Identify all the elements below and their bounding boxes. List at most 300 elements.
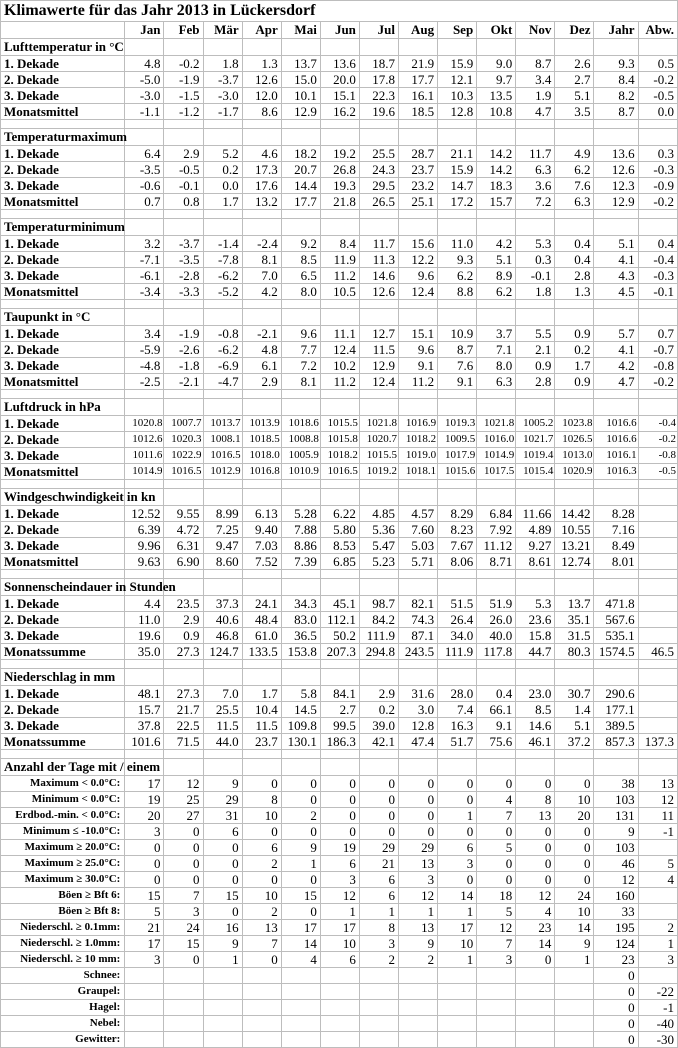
value-cell: 0 xyxy=(399,792,438,808)
value-cell: -1 xyxy=(638,1000,677,1016)
section-heading: Niederschlag in mm xyxy=(1,669,125,686)
value-cell: 10.9 xyxy=(438,326,477,342)
row-label: 2. Dekade xyxy=(1,432,125,448)
value-cell xyxy=(164,984,203,1000)
value-cell: -3.0 xyxy=(203,88,242,104)
value-cell: 1013.0 xyxy=(555,448,594,464)
value-cell: -2.8 xyxy=(164,268,203,284)
empty-cell xyxy=(242,480,281,489)
value-cell: 13 xyxy=(516,808,555,824)
value-cell: 6.39 xyxy=(125,522,164,538)
empty-cell xyxy=(203,759,242,776)
table-row xyxy=(1,268,678,284)
value-cell: -6.2 xyxy=(203,268,242,284)
value-cell: 98.7 xyxy=(359,596,398,612)
empty-cell xyxy=(281,669,320,686)
table-row xyxy=(1,162,678,178)
empty-cell xyxy=(164,399,203,416)
row-label: Monatsmittel xyxy=(1,374,125,390)
empty-cell xyxy=(638,579,677,596)
row-label: Böen ≥ Bft 6: xyxy=(1,888,125,904)
value-cell: 1010.9 xyxy=(281,464,320,480)
spacer-row xyxy=(1,570,678,579)
value-cell: 28.7 xyxy=(399,146,438,162)
empty-cell xyxy=(594,480,638,489)
value-cell: 5 xyxy=(477,840,516,856)
row-label: Böen ≥ Bft 8: xyxy=(1,904,125,920)
empty-cell xyxy=(281,750,320,759)
row-label: Minimum ≤ -10.0°C: xyxy=(1,824,125,840)
value-cell: 5 xyxy=(638,856,677,872)
empty-cell xyxy=(594,579,638,596)
empty-cell xyxy=(594,489,638,506)
empty-cell xyxy=(281,579,320,596)
value-cell: 9.6 xyxy=(399,268,438,284)
value-cell: -1 xyxy=(638,824,677,840)
empty-cell xyxy=(516,219,555,236)
value-cell: 0 xyxy=(438,776,477,792)
value-cell: 1015.8 xyxy=(320,432,359,448)
table-row xyxy=(1,776,678,792)
value-cell: 40.0 xyxy=(477,628,516,644)
value-cell: 6.1 xyxy=(242,358,281,374)
value-cell: 4 xyxy=(638,872,677,888)
value-cell: 14.2 xyxy=(477,146,516,162)
value-cell: 1022.9 xyxy=(164,448,203,464)
value-cell: 15 xyxy=(125,888,164,904)
value-cell xyxy=(516,1000,555,1016)
value-cell: 124.7 xyxy=(203,644,242,660)
value-cell: 11.0 xyxy=(438,236,477,252)
value-cell: 0 xyxy=(516,840,555,856)
table-row xyxy=(1,968,678,984)
value-cell: 1.8 xyxy=(203,56,242,72)
value-cell: 28.0 xyxy=(438,686,477,702)
value-cell: 137.3 xyxy=(638,734,677,750)
empty-cell xyxy=(125,39,164,56)
value-cell: 0 xyxy=(242,952,281,968)
empty-cell xyxy=(555,309,594,326)
value-cell: 9.2 xyxy=(281,236,320,252)
value-cell: 0 xyxy=(242,776,281,792)
empty-cell xyxy=(203,309,242,326)
value-cell: 2.7 xyxy=(555,72,594,88)
table-row xyxy=(1,856,678,872)
value-cell: -6.9 xyxy=(203,358,242,374)
value-cell: 0.4 xyxy=(555,236,594,252)
empty-cell xyxy=(359,120,398,129)
value-cell: 0 xyxy=(359,824,398,840)
value-cell: 1012.6 xyxy=(125,432,164,448)
value-cell: 1020.7 xyxy=(359,432,398,448)
empty-cell xyxy=(1,300,125,309)
column-header: Dez xyxy=(555,22,594,39)
value-cell: 0 xyxy=(281,792,320,808)
row-label: Maximum ≥ 20.0°C: xyxy=(1,840,125,856)
value-cell: 34.0 xyxy=(438,628,477,644)
table-row xyxy=(1,522,678,538)
value-cell: 3 xyxy=(638,952,677,968)
column-header: Mär xyxy=(203,22,242,39)
value-cell: 12.2 xyxy=(399,252,438,268)
table-row xyxy=(1,984,678,1000)
value-cell: 1 xyxy=(438,952,477,968)
value-cell: 11.12 xyxy=(477,538,516,554)
value-cell: 1.7 xyxy=(555,358,594,374)
row-label: 1. Dekade xyxy=(1,326,125,342)
table-row xyxy=(1,872,678,888)
value-cell: -0.1 xyxy=(516,268,555,284)
row-label: 1. Dekade xyxy=(1,56,125,72)
empty-cell xyxy=(399,219,438,236)
empty-cell xyxy=(1,210,125,219)
table-row xyxy=(1,792,678,808)
row-label: 3. Dekade xyxy=(1,178,125,194)
empty-cell xyxy=(438,39,477,56)
value-cell: 12 xyxy=(594,872,638,888)
value-cell xyxy=(281,968,320,984)
empty-cell xyxy=(164,570,203,579)
value-cell: 0 xyxy=(594,1016,638,1032)
value-cell: 2 xyxy=(242,904,281,920)
empty-cell xyxy=(399,210,438,219)
value-cell: 16.3 xyxy=(438,718,477,734)
value-cell: -0.2 xyxy=(638,374,677,390)
value-cell: 1011.6 xyxy=(125,448,164,464)
value-cell: 9.63 xyxy=(125,554,164,570)
value-cell xyxy=(638,888,677,904)
value-cell: 1574.5 xyxy=(594,644,638,660)
empty-cell xyxy=(594,669,638,686)
value-cell: 25.5 xyxy=(203,702,242,718)
empty-cell xyxy=(438,219,477,236)
value-cell: 6.31 xyxy=(164,538,203,554)
value-cell: 23.5 xyxy=(164,596,203,612)
value-cell xyxy=(638,718,677,734)
empty-cell xyxy=(1,660,125,669)
value-cell: 12.0 xyxy=(242,88,281,104)
row-label: 3. Dekade xyxy=(1,268,125,284)
value-cell: 0 xyxy=(320,776,359,792)
value-cell xyxy=(320,1000,359,1016)
value-cell: 7.88 xyxy=(281,522,320,538)
empty-cell xyxy=(399,480,438,489)
empty-cell xyxy=(125,669,164,686)
value-cell: 1 xyxy=(399,904,438,920)
empty-cell xyxy=(320,669,359,686)
value-cell: 8.7 xyxy=(594,104,638,120)
empty-cell xyxy=(164,480,203,489)
value-cell: 18.3 xyxy=(477,178,516,194)
value-cell: -1.9 xyxy=(164,326,203,342)
empty-cell xyxy=(359,210,398,219)
row-label: 3. Dekade xyxy=(1,628,125,644)
value-cell: 0 xyxy=(438,792,477,808)
empty-cell xyxy=(359,489,398,506)
section-heading: Windgeschwindigkeit in kn xyxy=(1,489,125,506)
value-cell: 11.2 xyxy=(399,374,438,390)
empty-cell xyxy=(281,219,320,236)
empty-cell xyxy=(638,399,677,416)
value-cell: 8.4 xyxy=(594,72,638,88)
value-cell: 3.4 xyxy=(125,326,164,342)
value-cell: 103 xyxy=(594,840,638,856)
empty-cell xyxy=(399,660,438,669)
value-cell: 3.2 xyxy=(125,236,164,252)
empty-cell xyxy=(203,399,242,416)
column-header: Jun xyxy=(320,22,359,39)
empty-cell xyxy=(320,390,359,399)
value-cell: 8.4 xyxy=(320,236,359,252)
value-cell: 290.6 xyxy=(594,686,638,702)
value-cell: 9 xyxy=(555,936,594,952)
value-cell: -0.9 xyxy=(638,178,677,194)
value-cell: 5.1 xyxy=(477,252,516,268)
value-cell: 7.25 xyxy=(203,522,242,538)
value-cell: 4.1 xyxy=(594,342,638,358)
table-row xyxy=(1,734,678,750)
empty-cell xyxy=(477,129,516,146)
value-cell: 8.6 xyxy=(242,104,281,120)
empty-cell xyxy=(281,120,320,129)
value-cell: 7.2 xyxy=(516,194,555,210)
value-cell: 5.03 xyxy=(399,538,438,554)
value-cell: 16.1 xyxy=(399,88,438,104)
empty-cell xyxy=(477,210,516,219)
value-cell xyxy=(359,984,398,1000)
empty-cell xyxy=(281,309,320,326)
value-cell: 389.5 xyxy=(594,718,638,734)
empty-cell xyxy=(594,120,638,129)
value-cell: 25 xyxy=(164,792,203,808)
empty-cell xyxy=(242,579,281,596)
value-cell: 4 xyxy=(516,904,555,920)
value-cell: 1 xyxy=(320,904,359,920)
value-cell: 13.7 xyxy=(555,596,594,612)
value-cell: 17 xyxy=(281,920,320,936)
value-cell: 1016.6 xyxy=(594,432,638,448)
empty-cell xyxy=(203,300,242,309)
value-cell xyxy=(638,596,677,612)
value-cell: 10.8 xyxy=(477,104,516,120)
value-cell: 17.7 xyxy=(399,72,438,88)
value-cell xyxy=(281,1000,320,1016)
value-cell: 2.9 xyxy=(164,612,203,628)
table-row xyxy=(1,904,678,920)
value-cell: 1019.4 xyxy=(516,448,555,464)
empty-cell xyxy=(242,39,281,56)
value-cell: 0 xyxy=(477,776,516,792)
value-cell: 1019.0 xyxy=(399,448,438,464)
value-cell: 18 xyxy=(477,888,516,904)
empty-cell xyxy=(164,759,203,776)
value-cell: 112.1 xyxy=(320,612,359,628)
value-cell: -40 xyxy=(638,1016,677,1032)
empty-cell xyxy=(594,750,638,759)
value-cell xyxy=(555,984,594,1000)
value-cell: 1008.1 xyxy=(203,432,242,448)
empty-cell xyxy=(399,39,438,56)
value-cell: 0.7 xyxy=(125,194,164,210)
value-cell: 8.53 xyxy=(320,538,359,554)
section-heading: Temperaturmaximum xyxy=(1,129,125,146)
value-cell: 6 xyxy=(320,856,359,872)
section-heading: Temperaturminimum xyxy=(1,219,125,236)
value-cell: 9.96 xyxy=(125,538,164,554)
table-row xyxy=(1,1016,678,1032)
value-cell xyxy=(555,968,594,984)
value-cell: 0 xyxy=(203,840,242,856)
value-cell: -1.8 xyxy=(164,358,203,374)
value-cell: 0 xyxy=(359,808,398,824)
value-cell: 14.7 xyxy=(438,178,477,194)
value-cell: 14 xyxy=(516,936,555,952)
spacer-row xyxy=(1,120,678,129)
value-cell: 0 xyxy=(281,904,320,920)
value-cell: 27.3 xyxy=(164,644,203,660)
empty-cell xyxy=(638,669,677,686)
value-cell xyxy=(477,1000,516,1016)
value-cell: 14.42 xyxy=(555,506,594,522)
value-cell xyxy=(555,1000,594,1016)
empty-cell xyxy=(359,300,398,309)
value-cell: 177.1 xyxy=(594,702,638,718)
value-cell: 10 xyxy=(242,888,281,904)
value-cell: 4.8 xyxy=(125,56,164,72)
value-cell: -3.5 xyxy=(164,252,203,268)
empty-cell xyxy=(203,669,242,686)
value-cell: 13 xyxy=(399,920,438,936)
value-cell: 9.55 xyxy=(164,506,203,522)
value-cell: 1018.2 xyxy=(399,432,438,448)
value-cell: 5.3 xyxy=(516,236,555,252)
empty-cell xyxy=(594,39,638,56)
value-cell: 7.60 xyxy=(399,522,438,538)
value-cell xyxy=(477,1016,516,1032)
value-cell xyxy=(516,984,555,1000)
value-cell: 4.7 xyxy=(516,104,555,120)
empty-cell xyxy=(242,660,281,669)
value-cell: 5.2 xyxy=(203,146,242,162)
value-cell xyxy=(438,984,477,1000)
value-cell: 12.74 xyxy=(555,554,594,570)
table-row xyxy=(1,448,678,464)
value-cell: 0 xyxy=(555,840,594,856)
value-cell xyxy=(203,968,242,984)
value-cell: 7 xyxy=(164,888,203,904)
table-row xyxy=(1,432,678,448)
value-cell: 46.5 xyxy=(638,644,677,660)
value-cell xyxy=(638,904,677,920)
empty-cell xyxy=(242,120,281,129)
value-cell: 3 xyxy=(399,872,438,888)
value-cell: 160 xyxy=(594,888,638,904)
empty-cell xyxy=(399,129,438,146)
empty-cell xyxy=(281,759,320,776)
value-cell xyxy=(203,1032,242,1048)
value-cell: -3.0 xyxy=(125,88,164,104)
empty-cell xyxy=(164,120,203,129)
value-cell: 15.1 xyxy=(399,326,438,342)
value-cell: 8.7 xyxy=(438,342,477,358)
value-cell xyxy=(164,1032,203,1048)
value-cell: 0 xyxy=(281,872,320,888)
empty-cell xyxy=(320,300,359,309)
section-header xyxy=(1,399,678,416)
value-cell: 38 xyxy=(594,776,638,792)
empty-cell xyxy=(164,390,203,399)
value-cell: 1021.7 xyxy=(516,432,555,448)
value-cell: -0.3 xyxy=(638,162,677,178)
value-cell xyxy=(638,522,677,538)
value-cell: 4.6 xyxy=(242,146,281,162)
empty-cell xyxy=(399,750,438,759)
value-cell xyxy=(477,968,516,984)
value-cell xyxy=(320,984,359,1000)
empty-cell xyxy=(438,570,477,579)
value-cell: 7.4 xyxy=(438,702,477,718)
value-cell: 1.3 xyxy=(242,56,281,72)
value-cell: -0.4 xyxy=(638,416,677,432)
value-cell: 29 xyxy=(203,792,242,808)
value-cell: -3.4 xyxy=(125,284,164,300)
value-cell: 37.2 xyxy=(555,734,594,750)
empty-cell xyxy=(638,300,677,309)
section-header xyxy=(1,309,678,326)
row-label: Minimum < 0.0°C: xyxy=(1,792,125,808)
value-cell: 8 xyxy=(242,792,281,808)
value-cell: 0 xyxy=(555,776,594,792)
value-cell: 11.5 xyxy=(242,718,281,734)
value-cell: 16.2 xyxy=(320,104,359,120)
value-cell: 17.7 xyxy=(281,194,320,210)
value-cell: 3.6 xyxy=(516,178,555,194)
value-cell: 131 xyxy=(594,808,638,824)
empty-cell xyxy=(555,669,594,686)
value-cell: 0 xyxy=(320,824,359,840)
column-header: Mai xyxy=(281,22,320,39)
value-cell: 15.7 xyxy=(477,194,516,210)
empty-cell xyxy=(516,579,555,596)
value-cell: 74.3 xyxy=(399,612,438,628)
empty-cell xyxy=(516,480,555,489)
value-cell: 21.9 xyxy=(399,56,438,72)
section-header xyxy=(1,759,678,776)
value-cell: 8.28 xyxy=(594,506,638,522)
value-cell xyxy=(125,968,164,984)
row-label: Monatsmittel xyxy=(1,194,125,210)
value-cell: 46.1 xyxy=(516,734,555,750)
value-cell: 0.3 xyxy=(516,252,555,268)
value-cell: 5.1 xyxy=(555,718,594,734)
value-cell: 19 xyxy=(320,840,359,856)
empty-cell xyxy=(399,570,438,579)
empty-cell xyxy=(638,309,677,326)
value-cell: 0 xyxy=(555,872,594,888)
value-cell xyxy=(125,1016,164,1032)
value-cell: 8.60 xyxy=(203,554,242,570)
empty-cell xyxy=(399,489,438,506)
value-cell: 1008.8 xyxy=(281,432,320,448)
value-cell: 6.5 xyxy=(281,268,320,284)
empty-cell xyxy=(359,39,398,56)
value-cell: 8.1 xyxy=(242,252,281,268)
value-cell: 4.4 xyxy=(125,596,164,612)
value-cell: -0.3 xyxy=(638,268,677,284)
column-header: Okt xyxy=(477,22,516,39)
empty-cell xyxy=(594,300,638,309)
value-cell: 8.2 xyxy=(594,88,638,104)
